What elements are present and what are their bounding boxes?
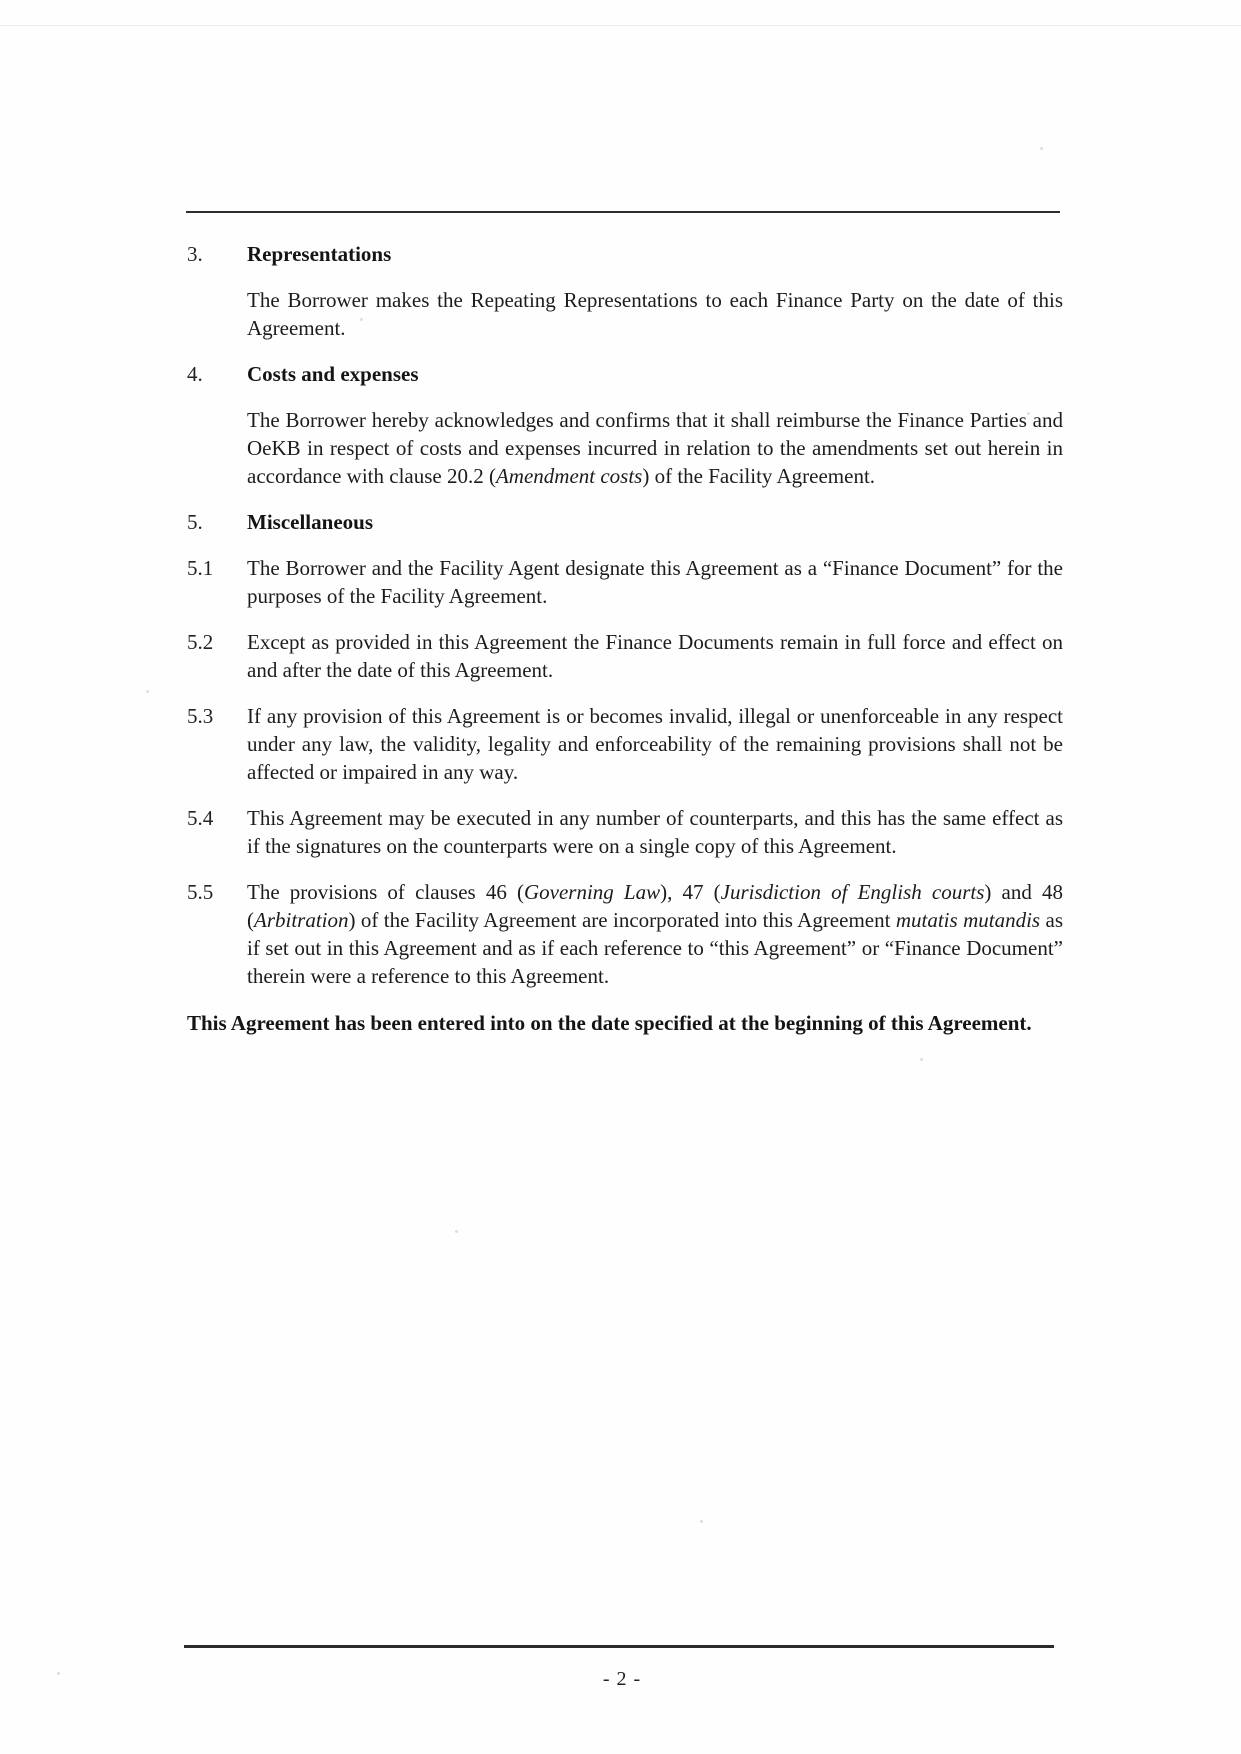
clause-number: 5.: [187, 510, 203, 534]
text-run: ) and 48 (: [247, 880, 1063, 932]
text-run: ) of the Facility Agreement.: [642, 464, 876, 488]
italic-run: Arbitration: [254, 908, 349, 932]
clause-paragraph: [247, 804, 1063, 860]
clause-paragraph: [247, 878, 1063, 990]
clause-body: [247, 804, 1063, 860]
scan-speck: [455, 1230, 458, 1233]
clause-body: [247, 508, 1063, 536]
text-run: ), 47 (: [660, 880, 721, 904]
clause-heading: Representations: [247, 242, 392, 266]
top-divider: [186, 211, 1060, 213]
clause-heading: Costs and expenses: [247, 362, 419, 386]
italic-run: mutatis mutandis: [895, 908, 1041, 932]
clause-body: [247, 702, 1063, 786]
scan-speck: [146, 690, 149, 693]
clause-number: 5.1: [187, 556, 214, 580]
clause: [187, 360, 1063, 490]
clause-body: [247, 240, 1063, 342]
clause-number: 5.4: [187, 806, 214, 830]
scan-speck: [1040, 147, 1043, 150]
clause-number: 4.: [187, 362, 203, 386]
scan-speck: [920, 1058, 923, 1061]
clause-body: [247, 628, 1063, 684]
clause-body: [247, 878, 1063, 990]
clause-list: [187, 240, 1063, 990]
text-run: as if set out in this Agreement and as if each reference to “this Agreement” or “Finance Document” therein were a reference to this Agreement.: [247, 908, 1063, 988]
italic-run: Jurisdiction of English courts: [720, 880, 985, 904]
text-run: The Borrower and the Facility Agent designate this Agreement as a “Finance Document” for the purposes of the Facility Agreement.: [247, 556, 1063, 608]
clause: [187, 628, 1063, 684]
clause: [187, 554, 1063, 610]
text-run: The Borrower makes the Repeating Representations to each Finance Party on the date of this Agreement.: [247, 288, 1063, 340]
clause-paragraph: [247, 286, 1063, 342]
clause-paragraph: [247, 702, 1063, 786]
scan-speck: [57, 1672, 60, 1675]
clause-paragraph: [247, 406, 1063, 490]
scan-edge-line: [0, 25, 1241, 26]
clause-number: 5.5: [187, 880, 214, 904]
italic-run: Amendment costs: [495, 464, 643, 488]
clause: [187, 240, 1063, 342]
scan-speck: [700, 1520, 703, 1523]
clause-heading: Miscellaneous: [247, 510, 373, 534]
clause-number: 3.: [187, 242, 203, 266]
clause: [187, 804, 1063, 860]
text-run: This Agreement may be executed in any number of counterparts, and this has the same effect as if the signatures on the counterparts were on a single copy of this Agreement.: [247, 806, 1063, 858]
clause-number: 5.2: [187, 630, 214, 654]
clause: [187, 702, 1063, 786]
clause-number: 5.3: [187, 704, 214, 728]
text-run: ) of the Facility Agreement are incorporated into this Agreement: [348, 908, 896, 932]
closing-statement: This Agreement has been entered into on the date specified at the beginning of this Agreement.: [187, 1011, 1032, 1035]
page-number: - 2 -: [602, 1668, 642, 1690]
text-run: The provisions of clauses 46 (: [247, 880, 524, 904]
clause-paragraph: [247, 628, 1063, 684]
bottom-divider: [184, 1645, 1054, 1648]
text-run: Except as provided in this Agreement the Finance Documents remain in full force and effect on and after the date of this Agreement.: [247, 630, 1063, 682]
clause: [187, 878, 1063, 990]
text-run: If any provision of this Agreement is or becomes invalid, illegal or unenforceable in any respect under any law, the validity, legality and enforceability of the remaining provisions shall not be affected or impaired in any way.: [247, 704, 1063, 784]
clause-body: [247, 554, 1063, 610]
clause-paragraph: [247, 554, 1063, 610]
clause: [187, 508, 1063, 536]
clause-body: [247, 360, 1063, 490]
italic-run: Governing Law: [523, 880, 661, 904]
text-run: The Borrower hereby acknowledges and confirms that it shall reimburse the Finance Parties and OeKB in respect of costs and expenses incurred in relation to the amendments set out herein in accordance with clause 20.2 (: [247, 408, 1063, 488]
document-content: [187, 240, 1063, 1038]
